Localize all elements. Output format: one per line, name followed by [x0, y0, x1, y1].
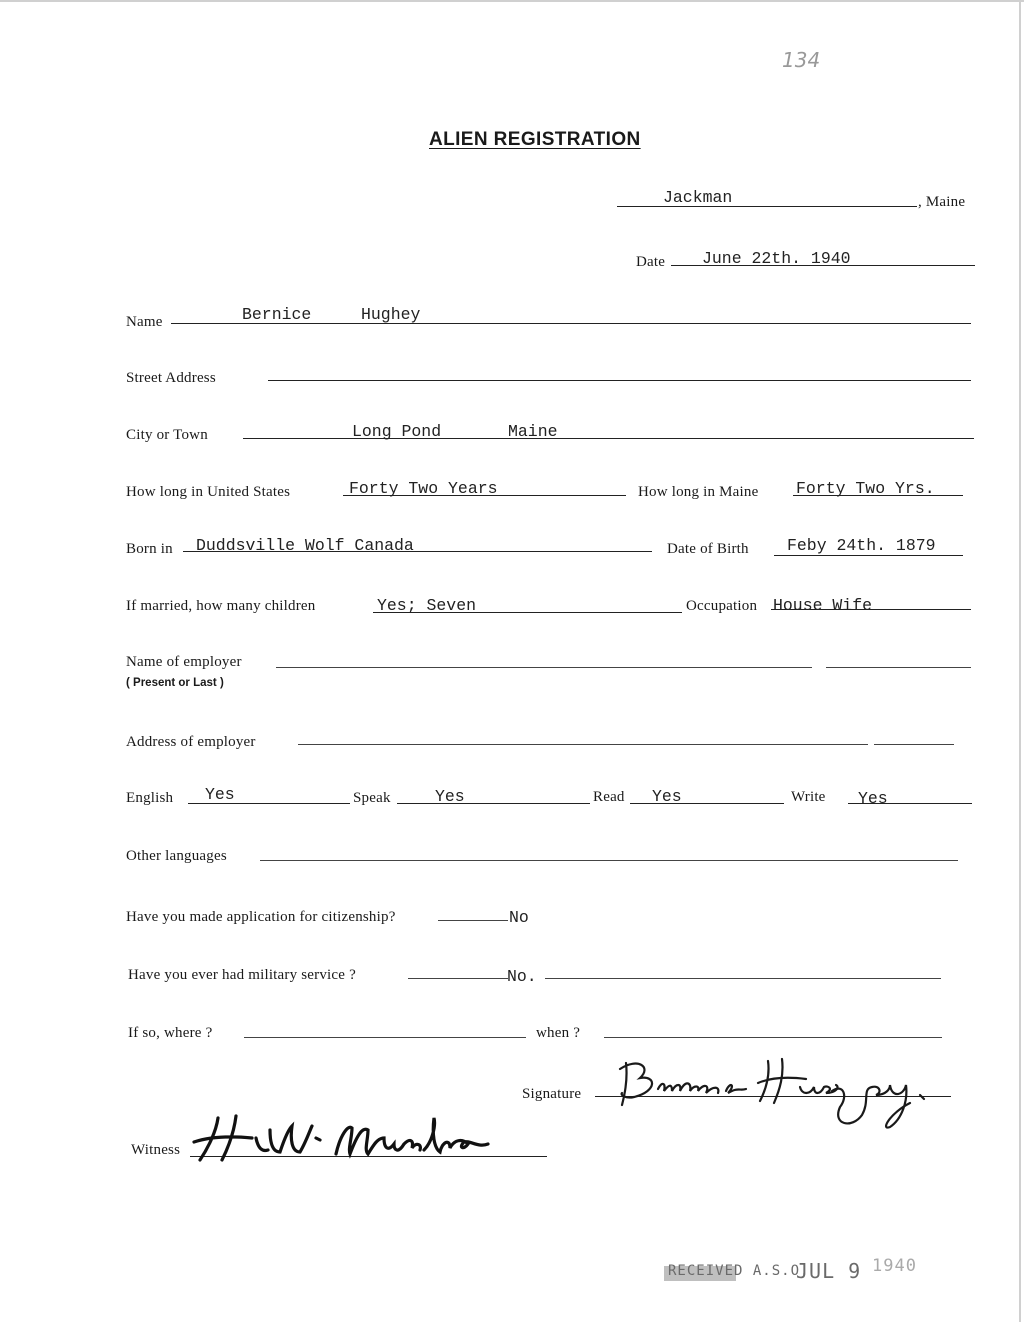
employer-address-line: [298, 744, 868, 745]
us-duration-value: Forty Two Years: [349, 479, 498, 498]
us-duration-line: [343, 495, 626, 496]
maine-duration-line: [793, 495, 963, 496]
city-value: Long Pond: [352, 422, 442, 441]
received-stamp-year: 1940: [872, 1256, 917, 1276]
employer-address-label: Address of employer: [126, 734, 256, 750]
form-title: ALIEN REGISTRATION: [429, 129, 641, 150]
english-line: [188, 803, 350, 804]
occupation-label: Occupation: [686, 598, 758, 614]
received-stamp-date: JUL 9: [796, 1259, 862, 1283]
name-last-value: Hughey: [361, 305, 421, 324]
where-label: If so, where ?: [128, 1025, 213, 1041]
when-label: when ?: [536, 1025, 581, 1041]
name-first-value: Bernice: [242, 305, 312, 324]
other-languages-line: [260, 860, 958, 861]
born-line: [183, 551, 652, 552]
write-line: [848, 803, 972, 804]
signature-label: Signature: [522, 1086, 582, 1102]
military-value: No.: [507, 967, 537, 986]
read-line: [630, 803, 784, 804]
married-value: Yes; Seven: [377, 596, 477, 615]
employer-line-tail: [826, 667, 971, 668]
name-label: Name: [126, 314, 163, 330]
dob-line: [774, 555, 963, 556]
employer-sub-label: ( Present or Last ): [126, 677, 224, 689]
english-label: English: [126, 790, 174, 806]
occupation-line: [771, 609, 971, 610]
write-label: Write: [791, 789, 826, 805]
where-line: [244, 1037, 526, 1038]
dob-value: Feby 24th. 1879: [787, 536, 936, 555]
citizenship-value: No: [509, 908, 529, 927]
dob-label: Date of Birth: [667, 541, 749, 557]
maine-duration-value: Forty Two Yrs.: [796, 479, 935, 498]
born-value: Duddsville Wolf Canada: [196, 536, 414, 555]
military-line: [408, 978, 508, 979]
city-label: City or Town: [126, 427, 208, 443]
name-line: [171, 323, 971, 324]
street-line: [268, 380, 971, 381]
place-line: [617, 206, 917, 207]
occupation-value: House Wife: [773, 596, 873, 615]
scan-edge-top: [0, 0, 1024, 2]
other-languages-label: Other languages: [126, 848, 227, 864]
employer-line: [276, 667, 812, 668]
born-label: Born in: [126, 541, 173, 557]
date-value: June 22th. 1940: [702, 249, 851, 268]
received-stamp: RECEIVED A.S.O.: [668, 1263, 810, 1279]
maine-duration-label: How long in Maine: [638, 484, 759, 500]
document-number: 134: [782, 48, 821, 72]
employer-label: Name of employer: [126, 654, 242, 670]
date-line: [671, 265, 975, 266]
military-label: Have you ever had military service ?: [128, 967, 356, 983]
write-value: Yes: [858, 789, 888, 808]
read-label: Read: [593, 789, 625, 805]
speak-line: [397, 803, 590, 804]
place-value: Jackman: [663, 188, 733, 207]
witness-text: [200, 1125, 205, 1126]
citizenship-line: [438, 920, 508, 921]
city-line: [243, 438, 974, 439]
applicant-signature: [600, 1045, 960, 1135]
street-label: Street Address: [126, 370, 216, 386]
scan-edge-right: [1019, 0, 1021, 1322]
employer-address-line-tail: [874, 744, 954, 745]
read-value: Yes: [652, 787, 682, 806]
state-label: , Maine: [918, 194, 966, 210]
speak-value: Yes: [435, 787, 465, 806]
married-line: [373, 612, 682, 613]
witness-label: Witness: [131, 1142, 181, 1158]
city-state-value: Maine: [508, 422, 558, 441]
military-line-tail: [545, 978, 941, 979]
witness-signature: [188, 1108, 508, 1168]
citizenship-label: Have you made application for citizenship?: [126, 909, 396, 925]
when-line: [604, 1037, 942, 1038]
speak-label: Speak: [353, 790, 391, 806]
married-label: If married, how many children: [126, 598, 316, 614]
date-label: Date: [636, 254, 666, 270]
english-value: Yes: [205, 785, 235, 804]
us-duration-label: How long in United States: [126, 484, 291, 500]
signature-text: [600, 1060, 607, 1061]
